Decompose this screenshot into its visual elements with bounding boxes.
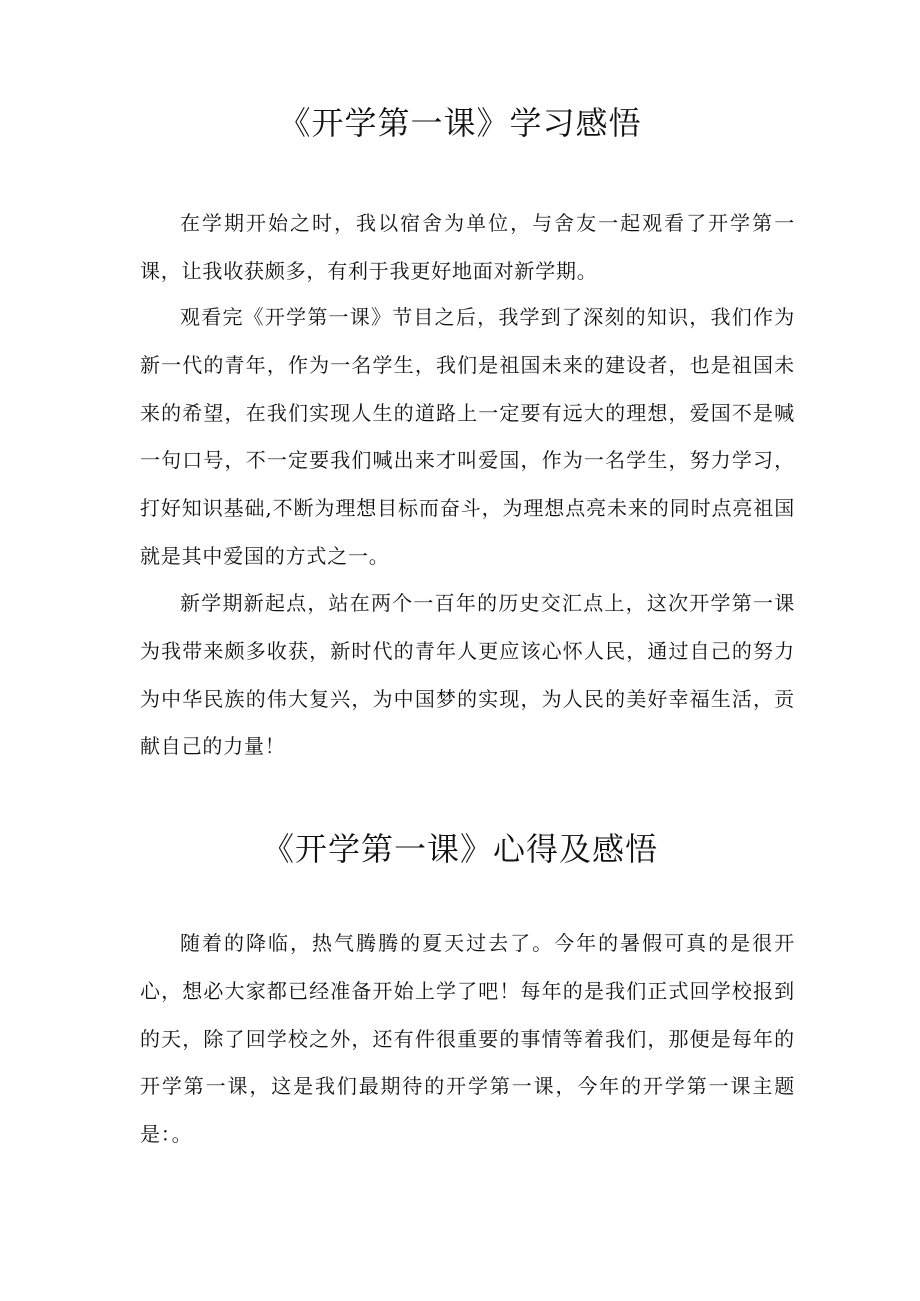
section-1-paragraph-2: 观看完《开学第一课》节目之后，我学到了深刻的知识，我们作为新一代的青年，作为一名学生，我们是祖国未来的建设者，也是祖国未来的希望，在我们实现人生的道路上一定要有远大的理想，爱国不是喊一句口号，不一定要我们喊出来才叫爱国，作为一名学生，努力学习，打好知识基础,不断为理想目标而奋斗，为理想点亮未来的同时点亮祖国就是其中爱国的方式之一。 [140,305,795,568]
section-2-paragraph-1: 随着的降临，热气腾腾的夏天过去了。今年的暑假可真的是很开心，想必大家都已经准备开始上学了吧！每年的是我们正式回学校报到的天，除了回学校之外，还有件很重要的事情等着我们，那便是每年的开学第一课，这是我们最期待的开学第一课，今年的开学第一课主题是：。 [140,931,795,1147]
section-1-title: 《开学第一课》学习感悟 [278,104,642,142]
section-2-title: 《开学第一课》心得及感悟 [261,830,658,868]
section-1-paragraph-3: 新学期新起点，站在两个一百年的历史交汇点上，这次开学第一课为我带来颇多收获，新时代的青年人更应该心怀人民，通过自己的努力为中华民族的伟大复兴，为中国梦的实现，为人民的美好幸福生活，贡献自己的力量！ [140,591,795,759]
section-1-paragraph-1: 在学期开始之时，我以宿舍为单位，与舍友一起观看了开学第一课，让我收获颇多，有利于我更好地面对新学期。 [140,211,795,283]
